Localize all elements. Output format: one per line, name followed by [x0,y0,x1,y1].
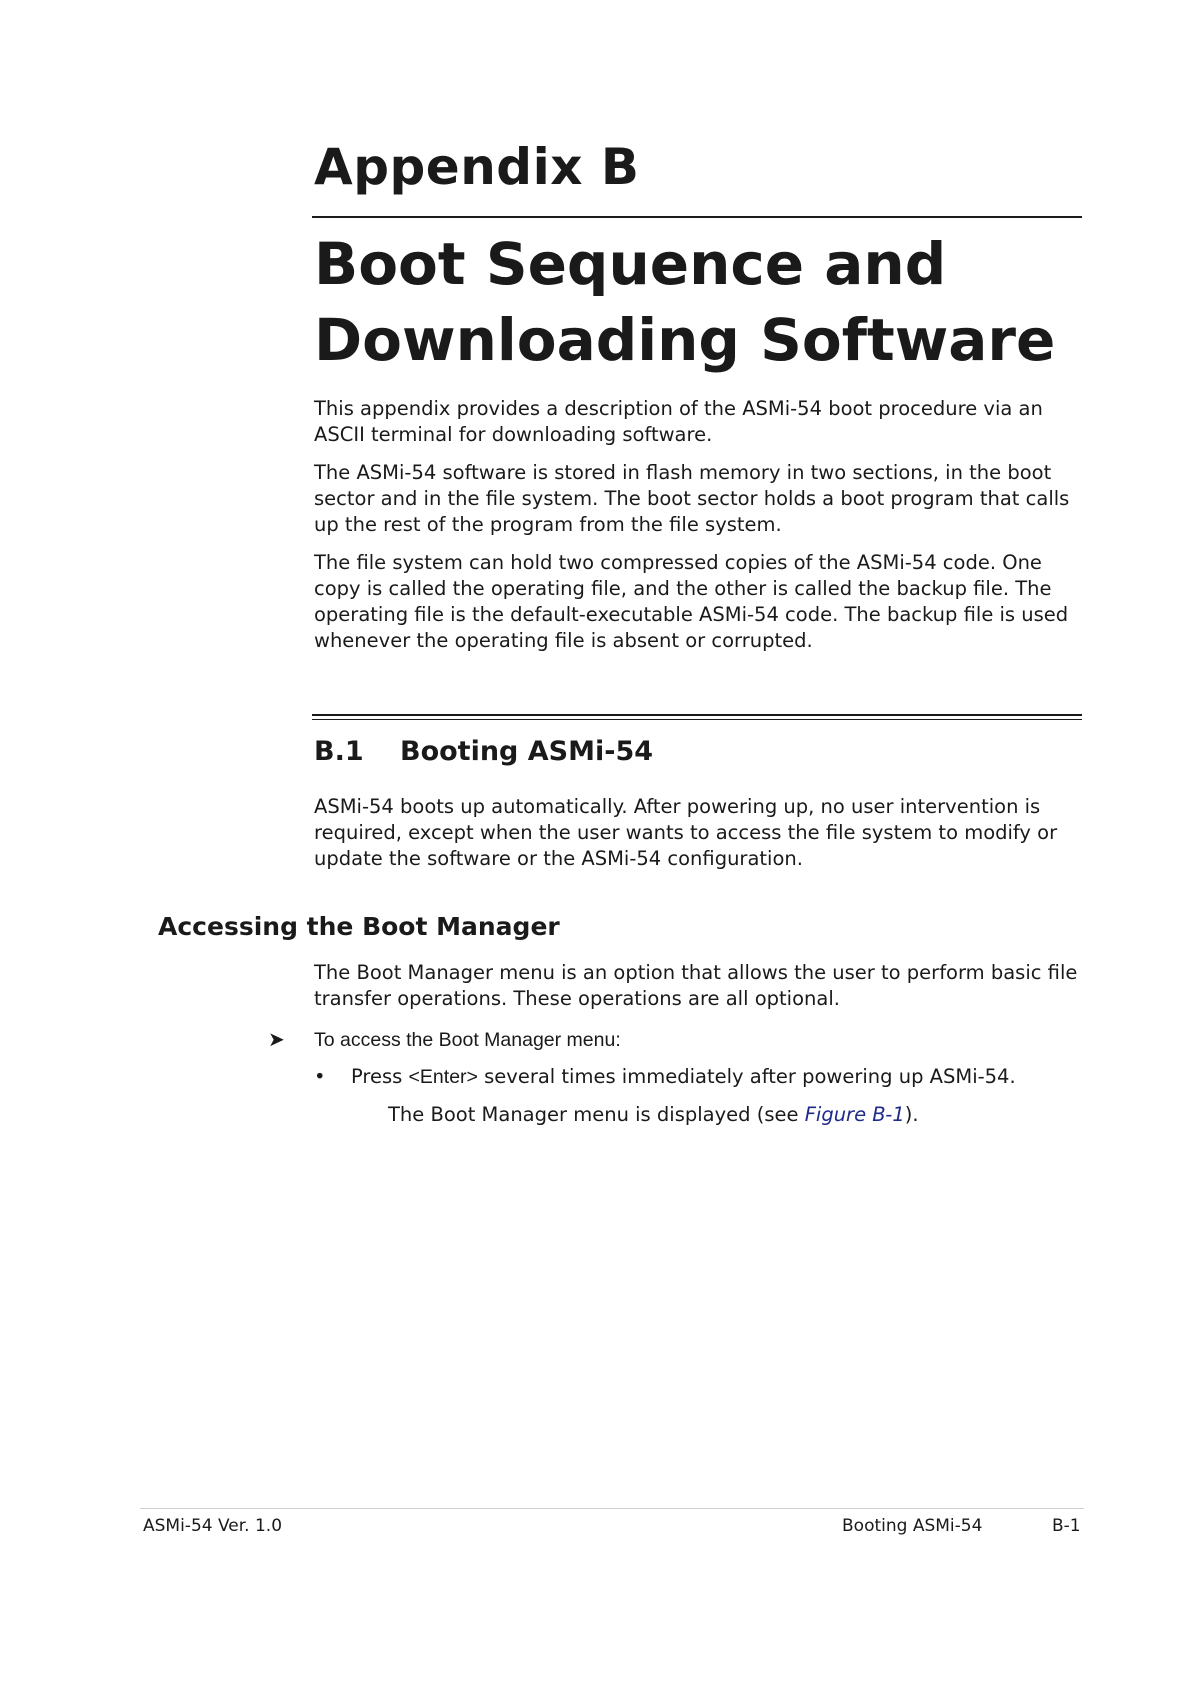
procedure-title: To access the Boot Manager menu: [314,1029,621,1051]
key-close-bracket: > [466,1066,478,1088]
bullet-icon: • [314,1065,326,1088]
procedure-arrow-icon: ➤ [268,1027,285,1051]
intro-paragraph-3: The file system can hold two compressed copies of the ASMi-54 code. One copy is called the operating file, and the other is called the backup file. The operating file is the default-executable ASMi-54 code. The backup file is used whenever the operating file is absent or corrupted. [314,551,1069,652]
result-suffix: ). [904,1103,919,1126]
intro-text [314,396,1084,666]
subsection-paragraph: The Boot Manager menu is an option that allows the user to perform basic file transfer operations. These operations are all optional. [314,961,1078,1010]
section-title: Booting ASMi-54 [400,736,654,767]
step-prefix: Press [351,1065,409,1088]
figure-link[interactable]: Figure B-1 [804,1103,905,1126]
intro-paragraph-1: This appendix provides a description of the ASMi-54 boot procedure via an ASCII terminal for downloading software. [314,397,1043,446]
subsection-body [314,960,1084,1024]
footer-section-title: Booting ASMi-54 [842,1516,983,1536]
section-heading [314,734,653,770]
footer-rule [140,1508,1084,1509]
section-body [314,794,1084,884]
section-paragraph: ASMi-54 boots up automatically. After powering up, no user intervention is required, except when the user wants to access the file system to modify or update the software or the ASMi-54 configuration. [314,795,1058,870]
section-number: B.1 [314,736,364,767]
subsection-heading: Accessing the Boot Manager [158,912,560,941]
section-rule [312,714,1082,720]
step-suffix: several times immediately after powering up ASMi-54. [477,1065,1016,1088]
procedure-step [314,1064,1084,1090]
chapter-title [314,226,1084,378]
title-rule [312,216,1082,218]
step-result [388,1102,1088,1128]
chapter-title-line-2: Downloading Software [314,306,1056,374]
footer-product-version: ASMi-54 Ver. 1.0 [143,1516,283,1536]
procedure-heading [268,1026,1088,1053]
key-open-bracket: < [408,1066,420,1088]
result-prefix: The Boot Manager menu is displayed (see [388,1103,805,1126]
footer-page-number: B-1 [1052,1516,1081,1536]
intro-paragraph-2: The ASMi-54 software is stored in flash memory in two sections, in the boot sector and in the file system. The boot sector holds a boot program that calls up the rest of the program from the file system. [314,461,1070,536]
chapter-title-line-1: Boot Sequence and [314,230,947,298]
key-name: Enter [419,1066,467,1088]
appendix-label: Appendix B [314,138,640,196]
